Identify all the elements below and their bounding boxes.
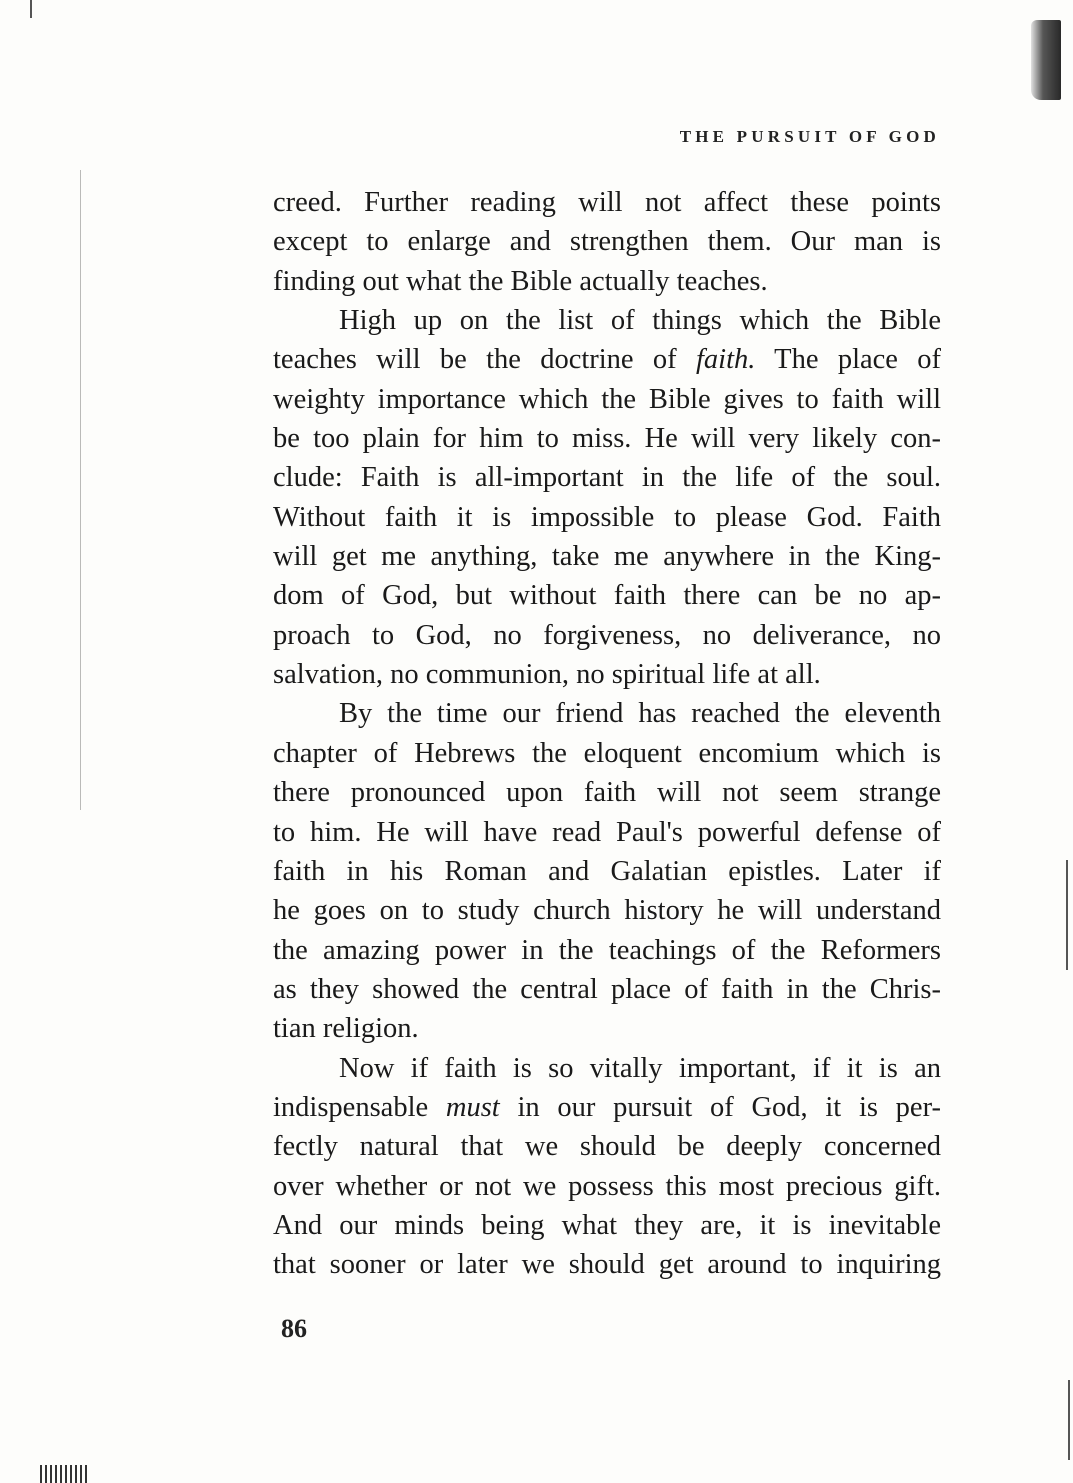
text-line: that sooner or later we should get around to inquiring <box>273 1249 941 1281</box>
text-line: clude: Faith is all-important in the life of the soul. <box>273 462 941 494</box>
text-line: to him. He will have read Paul's powerful defense of <box>273 816 941 848</box>
text-line: be too plain for him to miss. He will very likely con- <box>273 423 941 455</box>
text-line: he goes on to study church history he will understand <box>273 895 941 927</box>
text-line: tian religion. <box>273 1013 419 1045</box>
text-segment: indispensable <box>273 1091 446 1123</box>
text-line: proach to God, no forgiveness, no deliverance, no <box>273 619 941 651</box>
text-line: faith in his Roman and Galatian epistles. Later if <box>273 855 941 887</box>
text-line: dom of God, but without faith there can be no ap- <box>273 580 941 612</box>
text-line: High up on the list of things which the Bible <box>339 305 941 337</box>
text-line: as they showed the central place of faith in the Chris- <box>273 973 941 1005</box>
scan-mark <box>1066 860 1068 970</box>
text-line: By the time our friend has reached the eleventh <box>339 698 941 730</box>
text-line: there pronounced upon faith will not seem strange <box>273 777 941 809</box>
text-line: fectly natural that we should be deeply concerned <box>273 1131 941 1163</box>
text-line <box>273 340 941 379</box>
page-number: 86 <box>281 1314 307 1343</box>
scan-mark <box>1068 1380 1070 1460</box>
text-line: Now if faith is so vitally important, if it is an <box>339 1052 941 1084</box>
text-line: will get me anything, take me anywhere in the King- <box>273 541 941 573</box>
italic-word: faith. <box>695 344 756 376</box>
text-segment: in our pursuit of God, it is per- <box>499 1091 941 1123</box>
body-text <box>273 183 941 1285</box>
text-segment: The place of <box>755 344 942 376</box>
text-line: Without faith it is impossible to please God. Faith <box>273 501 941 533</box>
scan-mark <box>40 1465 90 1483</box>
running-header: THE PURSUIT OF GOD <box>679 127 940 146</box>
text-line: chapter of Hebrews the eloquent encomium which is <box>273 737 941 769</box>
text-line: creed. Further reading will not affect these points <box>273 187 941 218</box>
text-line: finding out what the Bible actually teaches. <box>273 265 768 297</box>
text-line: salvation, no communion, no spiritual life at all. <box>273 659 821 691</box>
text-line: weighty importance which the Bible gives to faith will <box>273 383 941 415</box>
text-line: And our minds being what they are, it is inevitable <box>273 1209 941 1241</box>
text-line <box>273 1088 941 1127</box>
scan-blot <box>1031 20 1061 100</box>
text-line: over whether or not we possess this most precious gift. <box>273 1170 941 1202</box>
scan-mark <box>30 0 32 18</box>
text-segment: teaches will be the doctrine of <box>273 344 696 376</box>
text-line: the amazing power in the teachings of the Reformers <box>273 934 941 966</box>
scan-mark <box>80 170 81 810</box>
text-line: except to enlarge and strengthen them. Our man is <box>273 226 941 258</box>
italic-word: must <box>445 1091 500 1123</box>
